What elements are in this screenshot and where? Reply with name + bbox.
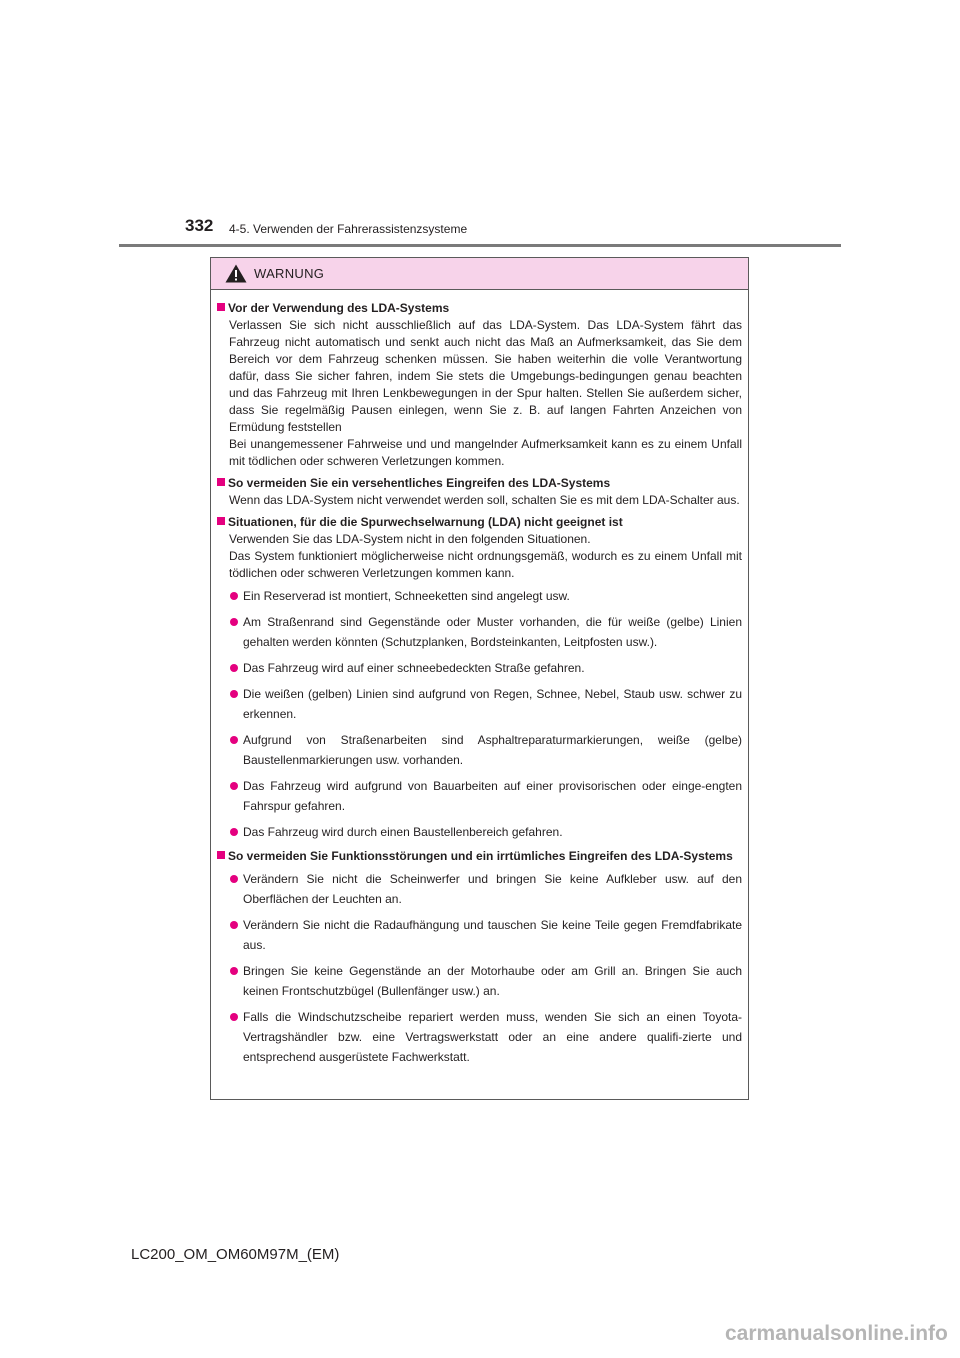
list-item-text: Das Fahrzeug wird auf einer schneebedeckten Straße gefahren. xyxy=(243,661,585,675)
dot-bullet-icon xyxy=(230,664,238,672)
dot-bullet-icon xyxy=(230,736,238,744)
paragraph: Wenn das LDA-System nicht verwendet werden soll, schalten Sie es mit dem LDA-Schalter aus. xyxy=(229,493,740,507)
section-heading: Vor der Verwendung des LDA-Systems xyxy=(228,301,450,315)
bullet-list xyxy=(228,869,742,1067)
list-item-text: Verändern Sie nicht die Radaufhängung und tauschen Sie keine Teile gegen Fremdfabrikate aus. xyxy=(243,918,742,952)
watermark: carmanualsonline.info xyxy=(725,1322,948,1345)
list-item-text: Die weißen (gelben) Linien sind aufgrund von Regen, Schnee, Nebel, Staub usw. schwer zu erkennen. xyxy=(243,687,742,721)
list-item-text: Aufgrund von Straßenarbeiten sind Asphaltreparaturmarkierungen, weiße (gelbe) Baustellenmarkierungen usw. vorhanden. xyxy=(243,733,742,767)
dot-bullet-icon xyxy=(230,690,238,698)
paragraph: Bei unangemessener Fahrweise und und mangelnder Aufmerksamkeit kann es zu einem Unfall mit tödlichen oder schweren Verletzungen kommen. xyxy=(229,437,742,468)
list-item-text: Falls die Windschutzscheibe repariert werden muss, wenden Sie sich an einen Toyota-Vertragshändler bzw. eine Vertragswerkstatt oder an eine andere qualifi-zierte und entsprechend ausgerüstete Fachwerkstatt. xyxy=(243,1010,742,1064)
list-item xyxy=(229,822,742,842)
list-item-text: Das Fahrzeug wird aufgrund von Bauarbeiten auf einer provisorischen oder einge-engten Fahrspur gefahren. xyxy=(243,779,742,813)
list-item-text: Das Fahrzeug wird durch einen Baustellenbereich gefahren. xyxy=(243,825,563,839)
list-item xyxy=(229,1007,742,1067)
dot-bullet-icon xyxy=(230,592,238,600)
paragraph: Verlassen Sie sich nicht ausschließlich auf das LDA-System. Das LDA-System fährt das Fahrzeug nicht automatisch und senkt auch nicht das Maß an Aufmerksamkeit, das Sie dem Bereich vor dem Fahrzeug schenken müssen. Sie haben weiterhin die volle Verantwortung dafür, dass Sie sicher fahren, indem Sie stets die Umgebungs-bedingungen genau beachten und das Fahrzeug mit Ihren Lenkbewegungen in der Spur halten. Stellen Sie außerdem sicher, dass Sie regelmäßig Pausen einlegen, wenn Sie z. B. auf langen Fahrten Anzeichen von Ermüdung feststellen xyxy=(229,318,742,434)
warning-section xyxy=(217,514,742,842)
dot-bullet-icon xyxy=(230,921,238,929)
warning-section xyxy=(217,848,742,1067)
warning-triangle-icon xyxy=(225,264,247,283)
square-bullet-icon xyxy=(217,478,225,486)
list-item-text: Ein Reserverad ist montiert, Schneeketten sind angelegt usw. xyxy=(243,589,570,603)
warning-body xyxy=(211,290,748,1067)
section-title: 4-5. Verwenden der Fahrerassistenzsysteme xyxy=(229,222,468,236)
warning-box xyxy=(210,257,749,1100)
list-item xyxy=(229,684,742,724)
square-bullet-icon xyxy=(217,851,225,859)
dot-bullet-icon xyxy=(230,782,238,790)
dot-bullet-icon xyxy=(230,875,238,883)
warning-section xyxy=(217,475,742,509)
dot-bullet-icon xyxy=(230,967,238,975)
square-bullet-icon xyxy=(217,517,225,525)
warning-title: WARNUNG xyxy=(254,266,325,281)
list-item xyxy=(229,776,742,816)
document-code: LC200_OM_OM60M97M_(EM) xyxy=(131,1246,340,1263)
warning-section xyxy=(217,300,742,470)
list-item xyxy=(229,586,742,606)
list-item xyxy=(229,612,742,652)
dot-bullet-icon xyxy=(230,618,238,626)
page-number: 332 xyxy=(185,216,214,235)
header-divider xyxy=(119,244,841,247)
square-bullet-icon xyxy=(217,303,225,311)
paragraph: Das System funktioniert möglicherweise nicht ordnungsgemäß, wodurch es zu einem Unfall mit tödlichen oder schweren Verletzungen kommen kann. xyxy=(229,549,742,580)
list-item xyxy=(229,730,742,770)
section-heading: So vermeiden Sie Funktionsstörungen und ein irrtümliches Eingreifen des LDA-Systems xyxy=(228,849,733,863)
list-item xyxy=(229,961,742,1001)
warning-header xyxy=(211,258,748,290)
list-item xyxy=(229,869,742,909)
list-item xyxy=(229,658,742,678)
list-item-text: Bringen Sie keine Gegenstände an der Motorhaube oder am Grill an. Bringen Sie auch keinen Frontschutzbügel (Bullenfänger usw.) an. xyxy=(243,964,742,998)
dot-bullet-icon xyxy=(230,1013,238,1021)
bullet-list xyxy=(228,586,742,842)
paragraph: Verwenden Sie das LDA-System nicht in den folgenden Situationen. xyxy=(229,532,591,546)
list-item-text: Verändern Sie nicht die Scheinwerfer und bringen Sie keine Aufkleber usw. auf den Oberflächen der Leuchten an. xyxy=(243,872,742,906)
list-item-text: Am Straßenrand sind Gegenstände oder Muster vorhanden, die für weiße (gelbe) Linien gehalten werden könnten (Schutzplanken, Bordsteinkanten, Leitpfosten usw.). xyxy=(243,615,742,649)
list-item xyxy=(229,915,742,955)
dot-bullet-icon xyxy=(230,828,238,836)
section-heading: So vermeiden Sie ein versehentliches Eingreifen des LDA-Systems xyxy=(228,476,611,490)
section-heading: Situationen, für die die Spurwechselwarnung (LDA) nicht geeignet ist xyxy=(228,515,623,529)
